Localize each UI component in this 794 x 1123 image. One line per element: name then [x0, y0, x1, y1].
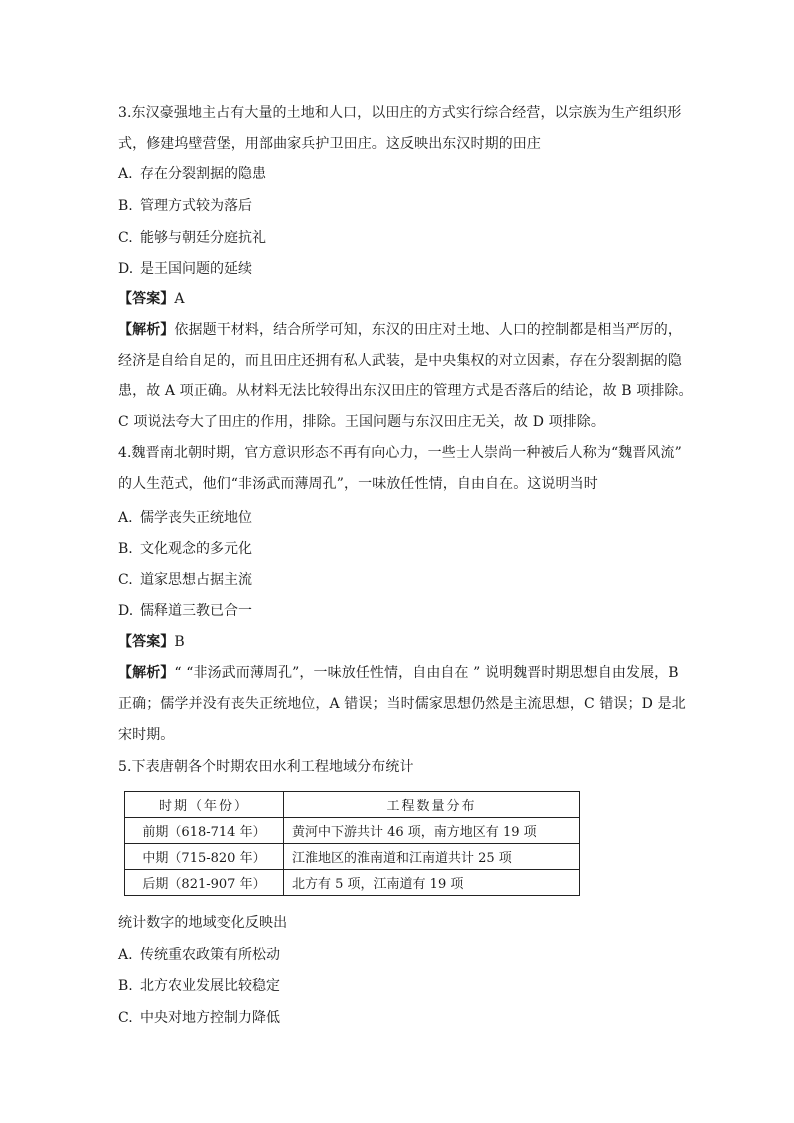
q5-data-table	[124, 791, 580, 896]
q3-analysis-line-3: 患，故 A 项正确。从材料无法比较得出东汉田庄的管理方式是否落后的结论，故 B 项排除。	[118, 383, 693, 399]
q4-option-d-text: 儒释道三教已合一	[140, 603, 252, 619]
q3-analysis-tag: 【解析】	[118, 322, 175, 338]
q3-option-b-letter: B.	[118, 198, 133, 214]
q4-option-b-text: 文化观念的多元化	[140, 541, 252, 557]
q5-option-c-text: 中央对地方控制力降低	[140, 1010, 280, 1026]
q5-option-b-letter: B.	[118, 978, 133, 994]
table-header-distribution: 工程数量分布	[284, 792, 580, 818]
q4-option-a	[118, 508, 252, 528]
q4-option-b-letter: B.	[118, 541, 133, 557]
table-header-period: 时期（年份）	[125, 792, 284, 818]
q5-stem: 5.下表唐朝各个时期农田水利工程地域分布统计	[118, 759, 414, 775]
q3-option-a-letter: A.	[118, 166, 133, 182]
q4-answer-value: B	[174, 634, 185, 650]
q3-stem-line-2: 式，修建坞壁营堡，用部曲家兵护卫田庄。这反映出东汉时期的田庄	[118, 136, 541, 152]
q4-analysis-line-1	[118, 663, 678, 683]
q3-option-a-text: 存在分裂割据的隐患	[140, 166, 266, 182]
table-row	[125, 844, 580, 870]
table-cell-distribution: 江淮地区的淮南道和江南道共计 25 项	[284, 844, 580, 870]
q4-option-b	[118, 539, 252, 559]
q3-analysis-line-1	[118, 320, 683, 340]
q4-option-d-letter: D.	[118, 603, 134, 619]
q4-answer-tag: 【答案】	[118, 634, 175, 650]
q3-stem-line-1: 3.东汉豪强地主占有大量的土地和人口，以田庄的方式实行综合经营，以宗族为生产组织形	[118, 105, 682, 121]
q3-answer-tag: 【答案】	[118, 291, 175, 307]
table-cell-period: 后期（821-907 年）	[125, 870, 284, 896]
q4-answer	[118, 632, 185, 652]
table-cell-distribution: 北方有 5 项，江南道有 19 项	[284, 870, 580, 896]
q4-stem-line-2: 的人生范式，他们“非汤武而薄周孔”，一味放任性情，自由自在。这说明当时	[118, 476, 598, 492]
q3-option-d	[118, 259, 252, 279]
q3-analysis-text-1: 依据题干材料，结合所学可知，东汉的田庄对土地、人口的控制都是相当严厉的，	[174, 322, 683, 338]
q3-option-a	[118, 164, 266, 184]
table-row	[125, 818, 580, 844]
table-row	[125, 870, 580, 896]
q4-option-d	[118, 601, 252, 621]
q4-analysis-line-2: 正确；儒学并没有丧失正统地位，A 错误；当时儒家思想仍然是主流思想，C 错误；D 是北	[118, 696, 686, 712]
q4-option-c-text: 道家思想占据主流	[140, 572, 252, 588]
q3-option-b-text: 管理方式较为落后	[140, 198, 252, 214]
q5-option-b	[118, 976, 280, 996]
q3-option-d-text: 是王国问题的延续	[140, 261, 252, 277]
q5-question: 统计数字的地域变化反映出	[118, 915, 288, 931]
q4-analysis-line-3: 宋时期。	[118, 727, 175, 743]
table-cell-period: 中期（715-820 年）	[125, 844, 284, 870]
q5-option-b-text: 北方农业发展比较稳定	[140, 978, 280, 994]
table-cell-period: 前期（618-714 年）	[125, 818, 284, 844]
q4-stem-line-1: 4.魏晋南北朝时期，官方意识形态不再有向心力，一些士人崇尚一种被后人称为“魏晋风流”	[118, 445, 682, 461]
q5-option-c	[118, 1008, 280, 1028]
q3-analysis-line-4: C 项说法夸大了田庄的作用，排除。王国问题与东汉田庄无关，故 D 项排除。	[118, 414, 605, 430]
q3-option-c	[118, 228, 266, 248]
q3-answer	[118, 289, 185, 309]
q3-option-d-letter: D.	[118, 261, 134, 277]
q3-option-c-text: 能够与朝廷分庭抗礼	[140, 230, 266, 246]
q3-answer-value: A	[174, 291, 185, 307]
table-cell-distribution: 黄河中下游共计 46 项，南方地区有 19 项	[284, 818, 580, 844]
q3-option-c-letter: C.	[118, 230, 133, 246]
q3-option-b	[118, 196, 252, 216]
q4-option-c	[118, 570, 252, 590]
q4-option-a-letter: A.	[118, 510, 133, 526]
q5-option-a	[118, 945, 280, 965]
q5-option-a-text: 传统重农政策有所松动	[140, 947, 280, 963]
q3-analysis-line-2: 经济是自给自足的，而且田庄还拥有私人武装，是中央集权的对立因素，存在分裂割据的隐	[118, 353, 682, 369]
q4-analysis-tag: 【解析】	[118, 665, 175, 681]
q5-option-a-letter: A.	[118, 947, 133, 963]
q4-analysis-text-1: “ “非汤武而薄周孔”，一味放任性情，自由自在 ” 说明魏晋时期思想自由发展，B	[174, 665, 679, 681]
q5-option-c-letter: C.	[118, 1010, 133, 1026]
q4-option-a-text: 儒学丧失正统地位	[140, 510, 252, 526]
table-header-row	[125, 792, 580, 818]
q4-option-c-letter: C.	[118, 572, 133, 588]
